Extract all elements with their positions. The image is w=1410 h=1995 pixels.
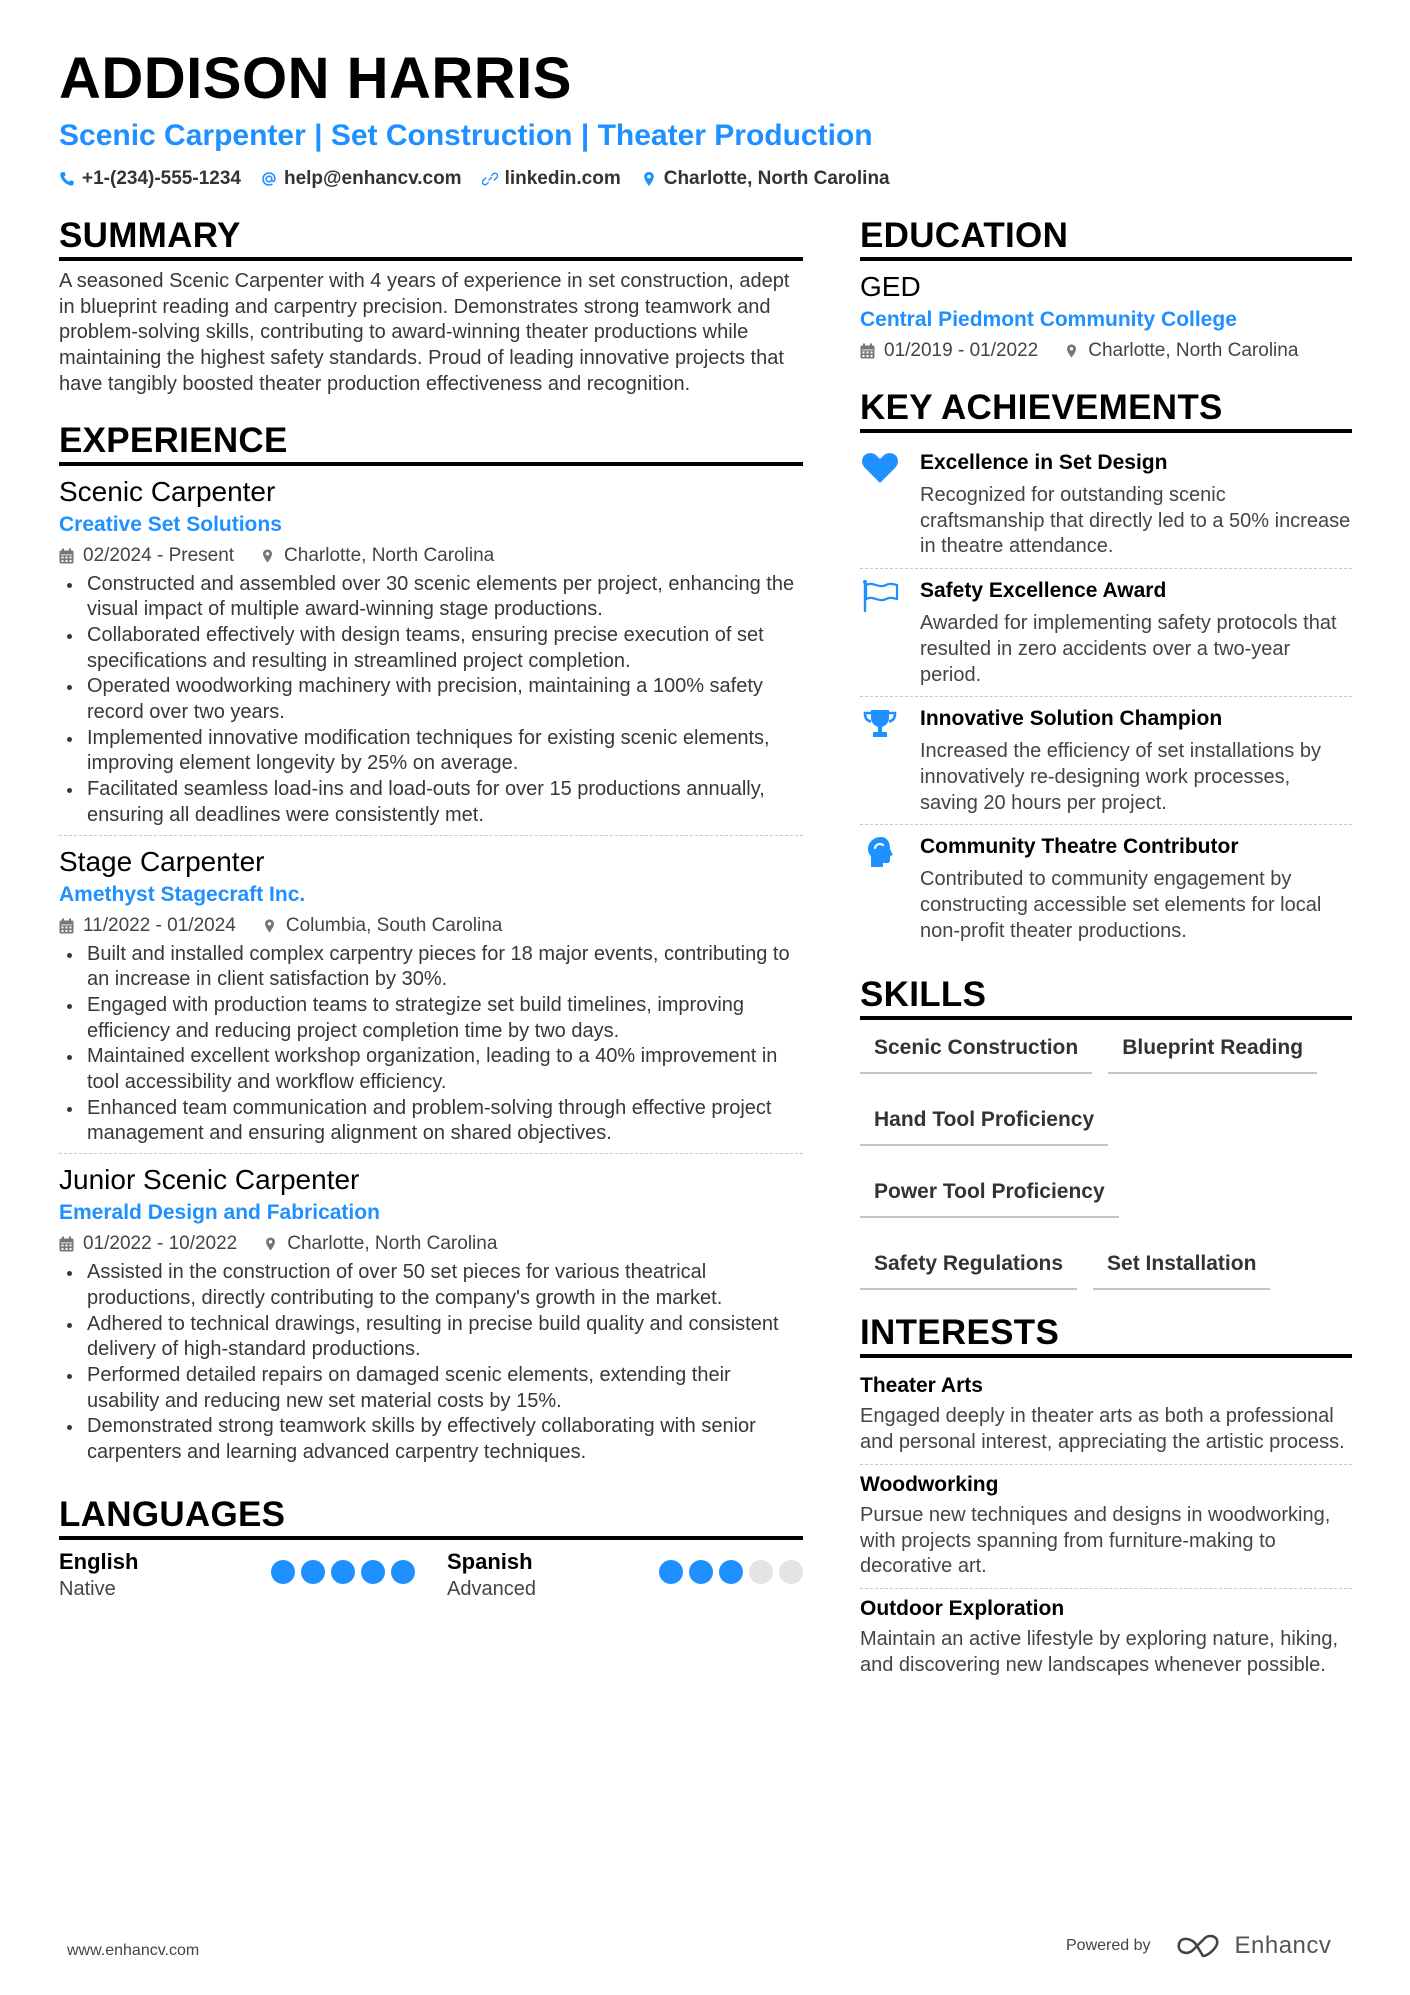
- skill-tag: Hand Tool Proficiency: [860, 1102, 1108, 1146]
- section-title-interests: INTERESTS: [860, 1312, 1352, 1358]
- achievement-item: [860, 825, 1352, 952]
- language-item: [447, 1548, 803, 1602]
- interest-desc: Pursue new techniques and designs in woodworking, with projects spanning from furniture-making to decorative art.: [860, 1503, 1331, 1578]
- interest-item: [860, 1366, 1352, 1464]
- bullet-item: Engaged with production teams to strategize set build timelines, improving efficiency and reducing project completion time by two days.: [59, 993, 803, 1044]
- job-dates-text: 11/2022 - 01/2024: [83, 914, 236, 936]
- calendar-icon: [59, 1236, 74, 1252]
- job-entry: [59, 474, 803, 836]
- contact-phone-text: +1-(234)-555-1234: [82, 168, 241, 189]
- skills-list: [860, 1030, 1352, 1290]
- heart-icon: [861, 451, 899, 485]
- bullet-item: Adhered to technical drawings, resulting in precise build quality and consistent delivery of high-standard productions.: [59, 1312, 803, 1363]
- contact-phone[interactable]: [59, 168, 241, 190]
- education-school: Central Piedmont Community College: [860, 308, 1237, 331]
- job-company: Amethyst Stagecraft Inc.: [59, 882, 306, 906]
- achievement-title: Safety Excellence Award: [920, 579, 1167, 603]
- education-location: [1064, 337, 1298, 365]
- job-location: [260, 542, 494, 570]
- achievement-item: [860, 697, 1352, 825]
- bullet-item: Facilitated seamless load-ins and load-outs for over 15 productions annually, ensuring all deadlines were consistently met.: [59, 777, 803, 828]
- job-dates-text: 02/2024 - Present: [83, 544, 235, 566]
- interest-title: Theater Arts: [860, 1374, 983, 1398]
- education-dates-text: 01/2019 - 01/2022: [884, 340, 1039, 361]
- education-degree: GED: [860, 271, 921, 302]
- proficiency-dot-filled: [689, 1560, 713, 1584]
- contact-bar: [59, 168, 1359, 190]
- language-item: [59, 1548, 415, 1602]
- location-pin-icon: [263, 1236, 278, 1252]
- achievement-desc: Contributed to community engagement by constructing accessible set elements for local non-profit theater productions.: [920, 868, 1322, 942]
- proficiency-dots: [271, 1560, 415, 1584]
- skill-tag: Safety Regulations: [860, 1246, 1077, 1290]
- job-location-text: Columbia, South Carolina: [285, 914, 503, 936]
- left-column: [59, 215, 803, 1624]
- proficiency-dot-filled: [271, 1560, 295, 1584]
- calendar-icon: [59, 548, 74, 564]
- job-title: Stage Carpenter: [59, 845, 265, 877]
- head-profile-icon: [861, 835, 899, 869]
- bullet-item: Assisted in the construction of over 50 set pieces for various theatrical productions, directly contributing to the company's growth in the market.: [59, 1260, 803, 1311]
- bullet-item: Collaborated effectively with design teams, ensuring precise execution of set specifications and resulting in streamlined project completion.: [59, 623, 803, 674]
- section-title-experience: EXPERIENCE: [59, 420, 803, 466]
- location-pin-icon: [1064, 343, 1079, 359]
- contact-linkedin-text: linkedin.com: [504, 168, 621, 189]
- job-entry: [59, 844, 803, 1155]
- calendar-icon: [59, 918, 74, 934]
- section-title-education: EDUCATION: [860, 215, 1352, 261]
- proficiency-dot-filled: [391, 1560, 415, 1584]
- section-title-languages: LANGUAGES: [59, 1494, 803, 1540]
- bullet-item: Maintained excellent workshop organization, leading to a 40% improvement in tool accessibility and workflow efficiency.: [59, 1044, 803, 1095]
- right-column: [860, 215, 1352, 1708]
- job-meta: [59, 542, 803, 570]
- job-location: [263, 1230, 497, 1258]
- achievement-title: Innovative Solution Champion: [920, 707, 1223, 731]
- achievement-desc: Awarded for implementing safety protocols that resulted in zero accidents over a two-year period.: [920, 612, 1337, 686]
- interest-title: Woodworking: [860, 1472, 999, 1496]
- job-title: Junior Scenic Carpenter: [59, 1164, 360, 1196]
- calendar-icon: [860, 343, 875, 359]
- brand-name: Enhancv: [1234, 1932, 1332, 1959]
- education-meta: [860, 337, 1352, 365]
- bullet-item: Constructed and assembled over 30 scenic elements per project, enhancing the visual impact of multiple award-winning stage productions.: [59, 572, 803, 623]
- phone-icon: [59, 171, 75, 187]
- job-bullets: [59, 1260, 803, 1466]
- proficiency-dot-filled: [719, 1560, 743, 1584]
- footer-website-link[interactable]: www.enhancv.com: [67, 1942, 200, 1959]
- languages-list: [59, 1548, 803, 1602]
- job-company: Emerald Design and Fabrication: [59, 1201, 380, 1225]
- job-bullets: [59, 942, 803, 1148]
- trophy-icon: [861, 707, 899, 741]
- job-dates: [59, 912, 236, 940]
- bullet-item: Operated woodworking machinery with precision, maintaining a 100% safety record over two years.: [59, 674, 803, 725]
- job-company: Creative Set Solutions: [59, 512, 282, 536]
- education-section: [860, 215, 1352, 365]
- proficiency-dot-empty: [779, 1560, 803, 1584]
- at-icon: [261, 171, 277, 187]
- language-level: Native: [59, 1577, 116, 1600]
- link-icon: [482, 171, 498, 187]
- job-location: [262, 912, 503, 940]
- contact-location-text: Charlotte, North Carolina: [663, 168, 890, 189]
- proficiency-dot-empty: [749, 1560, 773, 1584]
- job-dates: [59, 542, 234, 570]
- resume-header: [59, 44, 1359, 190]
- section-title-summary: SUMMARY: [59, 215, 803, 261]
- job-location-text: Charlotte, North Carolina: [284, 544, 495, 566]
- achievements-section: [860, 387, 1352, 952]
- interest-desc: Engaged deeply in theater arts as both a professional and personal interest, appreciating the artistic process.: [860, 1405, 1345, 1454]
- powered-by-label: Powered by: [1066, 1937, 1151, 1954]
- languages-section: [59, 1494, 803, 1602]
- experience-section: [59, 420, 803, 1472]
- achievement-desc: Increased the efficiency of set installations by innovatively re-designing work processes, saving 20 hours per project.: [920, 740, 1321, 814]
- enhancv-logo-icon: [1175, 1932, 1223, 1960]
- bullet-item: Demonstrated strong teamwork skills by effectively collaborating with senior carpenters and learning advanced carpentry techniques.: [59, 1414, 803, 1465]
- bullet-item: Enhanced team communication and problem-solving through effective project management and ensuring alignment on shared objectives.: [59, 1096, 803, 1147]
- job-bullets: [59, 572, 803, 829]
- job-title: Scenic Carpenter: [59, 475, 276, 507]
- proficiency-dot-filled: [361, 1560, 385, 1584]
- flag-icon: [861, 579, 899, 613]
- bullet-item: Implemented innovative modification techniques for existing scenic elements, improving element longevity by 25% on average.: [59, 726, 803, 777]
- bullet-item: Built and installed complex carpentry pieces for 18 major events, contributing to an increase in client satisfaction by 30%.: [59, 942, 803, 993]
- achievement-item: [860, 569, 1352, 697]
- proficiency-dot-filled: [659, 1560, 683, 1584]
- job-dates: [59, 1230, 237, 1258]
- section-title-achievements: KEY ACHIEVEMENTS: [860, 387, 1352, 433]
- contact-email[interactable]: [261, 168, 462, 190]
- job-location-text: Charlotte, North Carolina: [287, 1233, 498, 1255]
- achievement-desc: Recognized for outstanding scenic craftsmanship that directly led to a 50% increase in theatre attendance.: [920, 484, 1351, 558]
- education-location-text: Charlotte, North Carolina: [1088, 340, 1299, 361]
- skill-tag: Scenic Construction: [860, 1030, 1092, 1074]
- skills-section: [860, 974, 1352, 1290]
- skill-tag: Set Installation: [1093, 1246, 1270, 1290]
- interest-desc: Maintain an active lifestyle by exploring nature, hiking, and discovering new landscapes whenever possible.: [860, 1627, 1339, 1676]
- location-pin-icon: [262, 918, 277, 934]
- summary-section: [59, 215, 803, 398]
- language-name: Spanish: [447, 1548, 533, 1574]
- job-dates-text: 01/2022 - 10/2022: [83, 1233, 238, 1255]
- contact-linkedin[interactable]: [482, 168, 621, 190]
- achievement-title: Community Theatre Contributor: [920, 835, 1239, 859]
- skill-tag: Power Tool Proficiency: [860, 1174, 1119, 1218]
- interests-section: [860, 1312, 1352, 1686]
- summary-text: A seasoned Scenic Carpenter with 4 years of experience in set construction, adept in blueprint reading and carpentry precision. Demonstrates strong teamwork and problem-solving skills, contributing to award-winning theater productions while maintaining the highest safety standards. Proud of leading innovative projects that have tangibly boosted theater production effectiveness and recognition.: [59, 270, 790, 395]
- achievement-title: Excellence in Set Design: [920, 451, 1168, 474]
- proficiency-dot-filled: [331, 1560, 355, 1584]
- interest-item: [860, 1465, 1352, 1589]
- interest-item: [860, 1589, 1352, 1686]
- job-meta: [59, 912, 803, 940]
- brand-logo[interactable]: [1175, 1932, 1332, 1960]
- education-dates: [860, 337, 1038, 365]
- contact-email-text: help@enhancv.com: [283, 168, 462, 189]
- proficiency-dot-filled: [301, 1560, 325, 1584]
- candidate-name: ADDISON HARRIS: [59, 46, 572, 111]
- interest-title: Outdoor Exploration: [860, 1596, 1065, 1620]
- proficiency-dots: [659, 1560, 803, 1584]
- language-level: Advanced: [447, 1577, 536, 1600]
- job-entry: [59, 1162, 803, 1472]
- headline: Scenic Carpenter | Set Construction | Theater Production: [59, 119, 873, 152]
- language-name: English: [59, 1548, 139, 1574]
- bullet-item: Performed detailed repairs on damaged scenic elements, extending their usability and reducing new set material costs by 15%.: [59, 1363, 803, 1414]
- footer-branding: [1066, 1932, 1331, 1960]
- section-title-skills: SKILLS: [860, 974, 1352, 1020]
- job-meta: [59, 1230, 803, 1258]
- achievement-item: [860, 441, 1352, 569]
- skill-tag: Blueprint Reading: [1108, 1030, 1317, 1074]
- contact-location: [641, 168, 890, 190]
- location-pin-icon: [641, 171, 657, 187]
- location-pin-icon: [260, 548, 275, 564]
